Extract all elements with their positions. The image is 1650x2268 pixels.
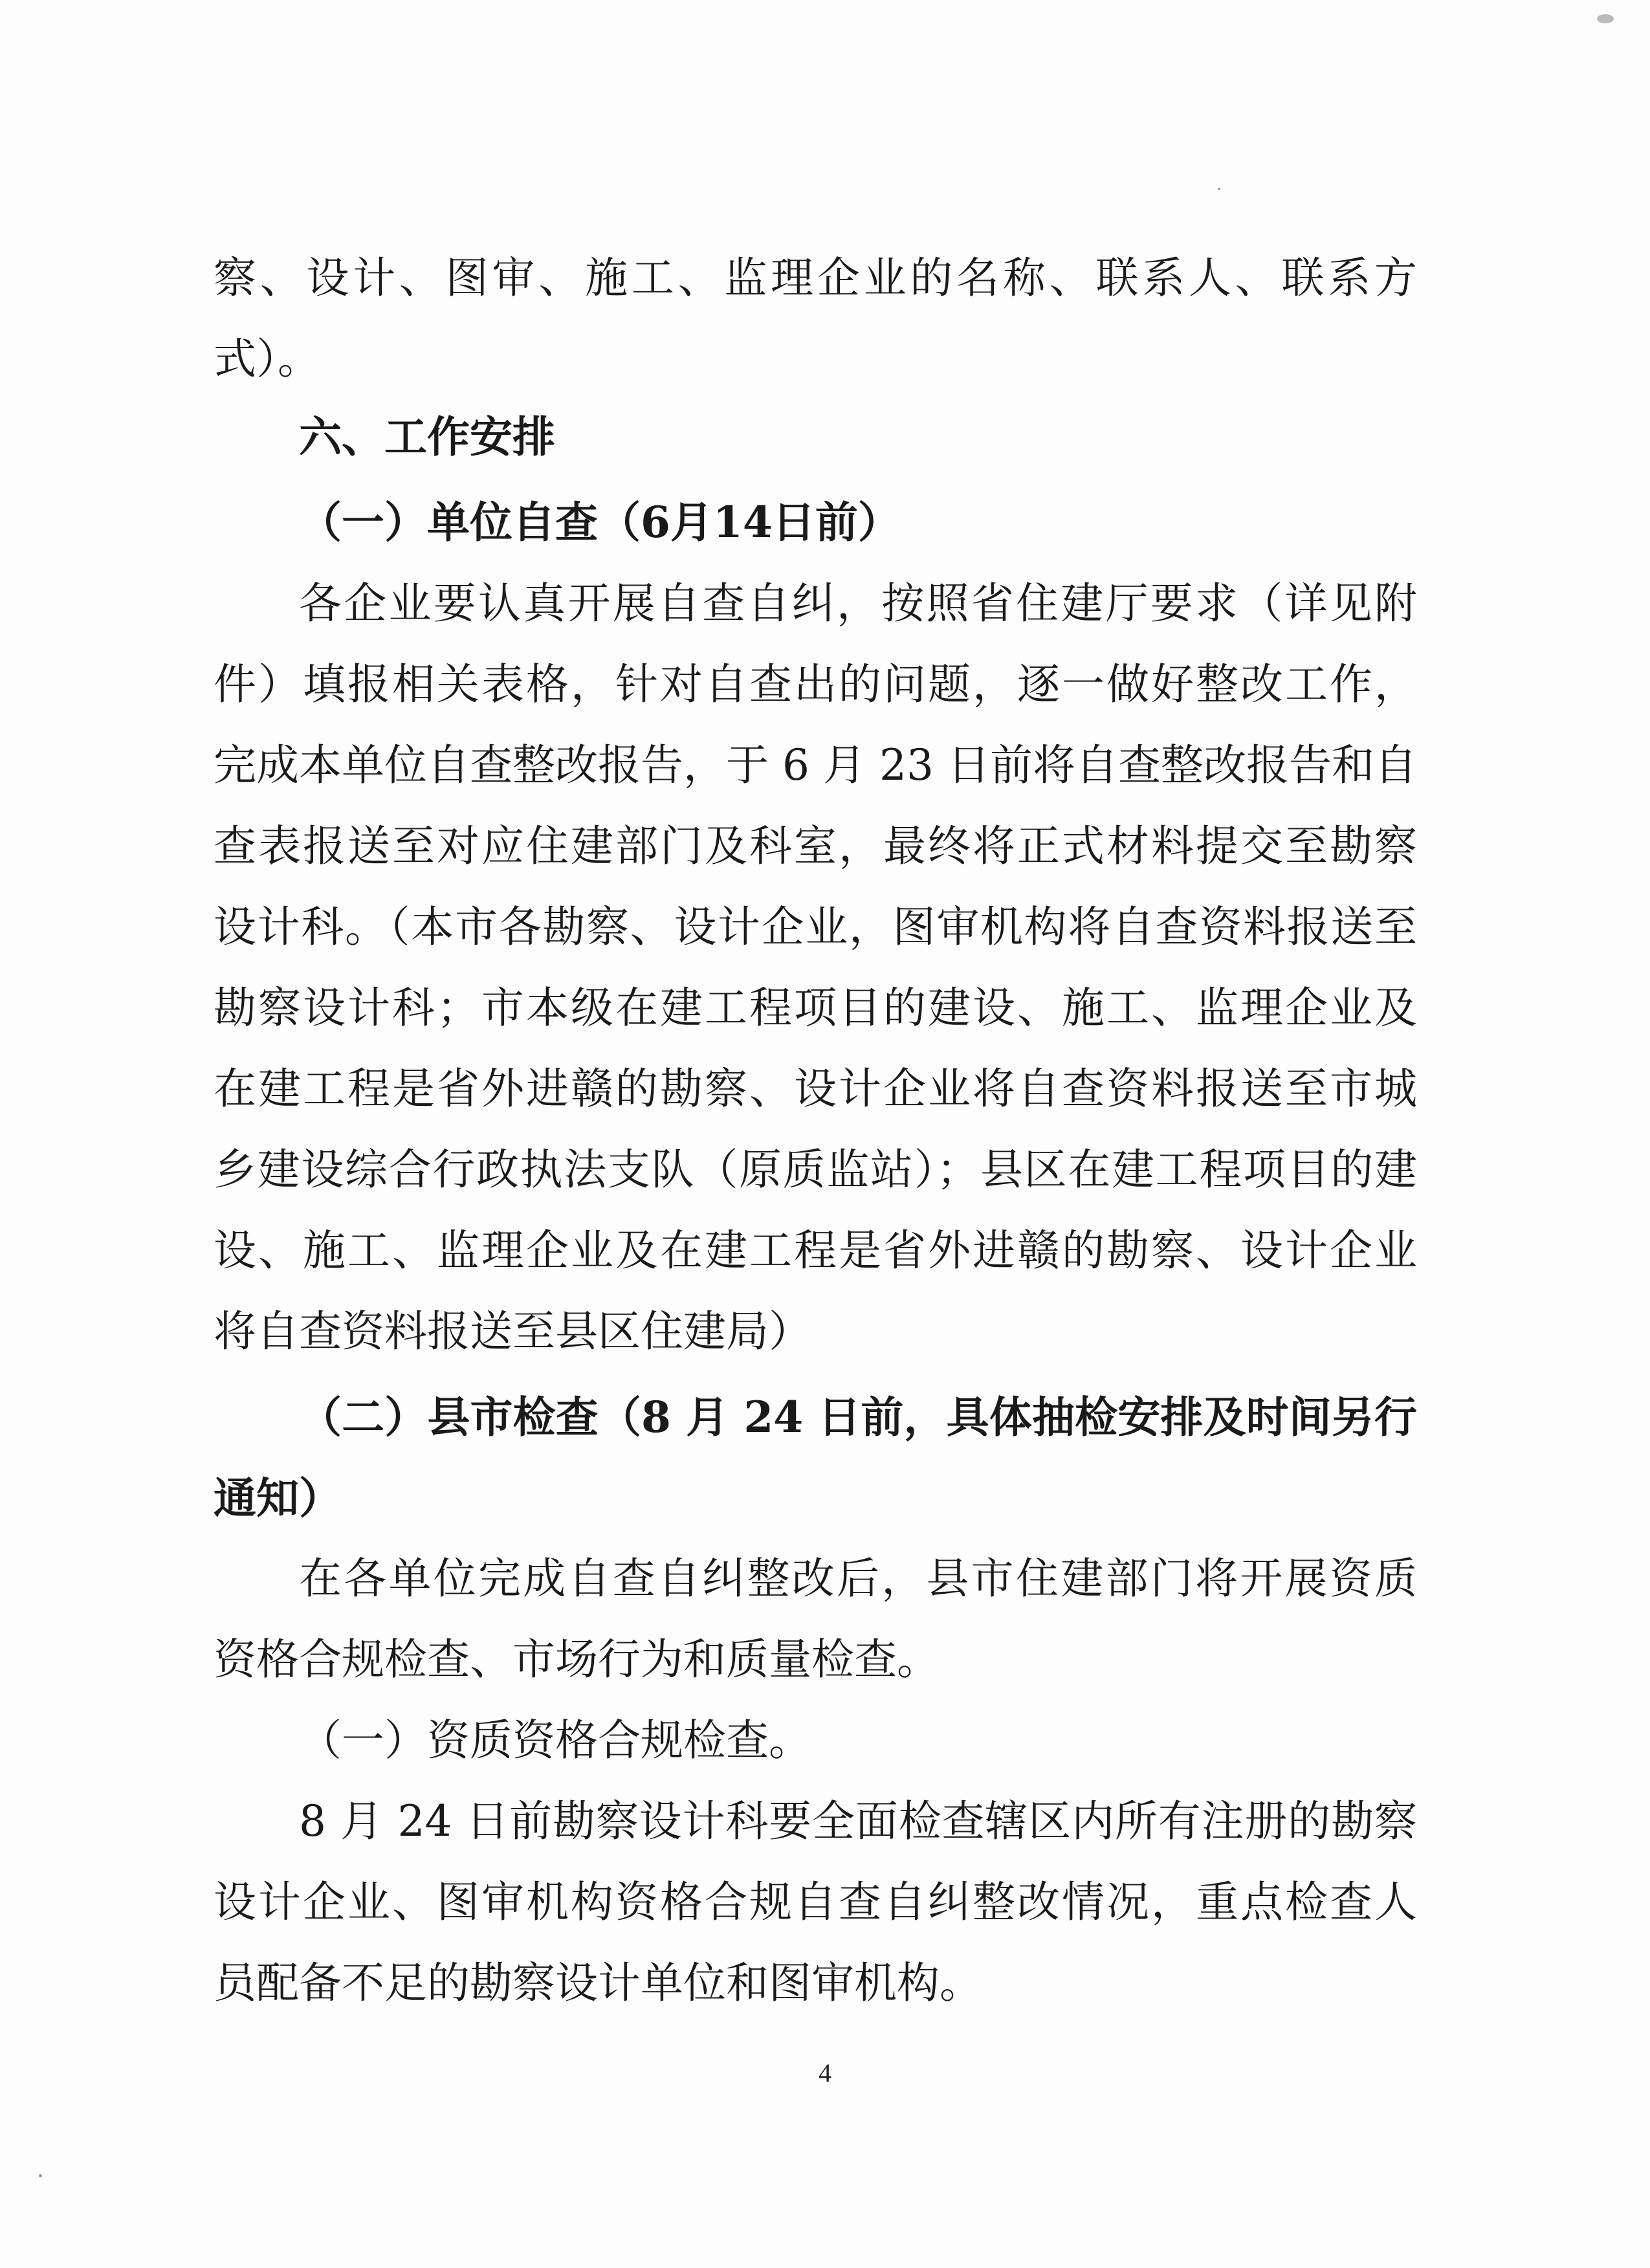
scan-speck [1597, 14, 1614, 23]
text-line-18: 资格合规检查、市场行为和质量检查。 [214, 1635, 940, 1684]
scan-speck [1218, 188, 1220, 190]
page-number: 4 [819, 2058, 831, 2087]
text-line-14: 将自查资料报送至县区住建局） [214, 1306, 811, 1356]
text-line-2: 式）。 [214, 334, 320, 384]
text-line-8: 查表报送至对应住建部门及科室，最终将正式材料提交至勘察 [214, 821, 1417, 871]
section-heading-work-arrangement: 六、工作安排 [299, 412, 555, 462]
subheading-self-inspection: （一）单位自查（6月14日前） [299, 497, 901, 547]
text-line-13: 设、施工、监理企业及在建工程是省外进赣的勘察、设计企业 [214, 1226, 1417, 1275]
text-line-6: 件）填报相关表格，针对自查出的问题，逐一做好整改工作， [214, 659, 1417, 709]
subheading-continuation: 通知） [214, 1473, 342, 1523]
scan-speck [39, 2174, 42, 2177]
text-line-17: 在各单位完成自查自纠整改后，县市住建部门将开展资质 [299, 1554, 1417, 1603]
subheading-qualification-check: （一）资质资格合规检查。 [299, 1715, 811, 1765]
text-line-9: 设计科。（本市各勘察、设计企业，图审机构将自查资料报送至 [214, 902, 1417, 952]
text-line-20: 8 月 24 日前勘察设计科要全面检查辖区内所有注册的勘察 [299, 1796, 1417, 1846]
text-line-21: 设计企业、图审机构资格合规自查自纠整改情况，重点检查人 [214, 1877, 1417, 1927]
text-line-11: 在建工程是省外进赣的勘察、设计企业将自查资料报送至市城 [214, 1064, 1417, 1114]
text-line-1: 察、设计、图审、施工、监理企业的名称、联系人、联系方 [214, 253, 1417, 303]
text-line-5: 各企业要认真开展自查自纠，按照省住建厅要求（详见附 [299, 578, 1417, 628]
text-line-7: 完成本单位自查整改报告，于 6 月 23 日前将自查整改报告和自 [214, 740, 1417, 790]
subheading-county-city-inspection: （二）县市检查（8 月 24 日前，具体抽检安排及时间另行 [299, 1392, 1417, 1442]
text-line-10: 勘察设计科；市本级在建工程项目的建设、施工、监理企业及 [214, 983, 1417, 1033]
text-line-12: 乡建设综合行政执法支队（原质监站）；县区在建工程项目的建 [214, 1145, 1417, 1195]
text-line-22: 员配备不足的勘察设计单位和图审机构。 [214, 1958, 982, 2008]
